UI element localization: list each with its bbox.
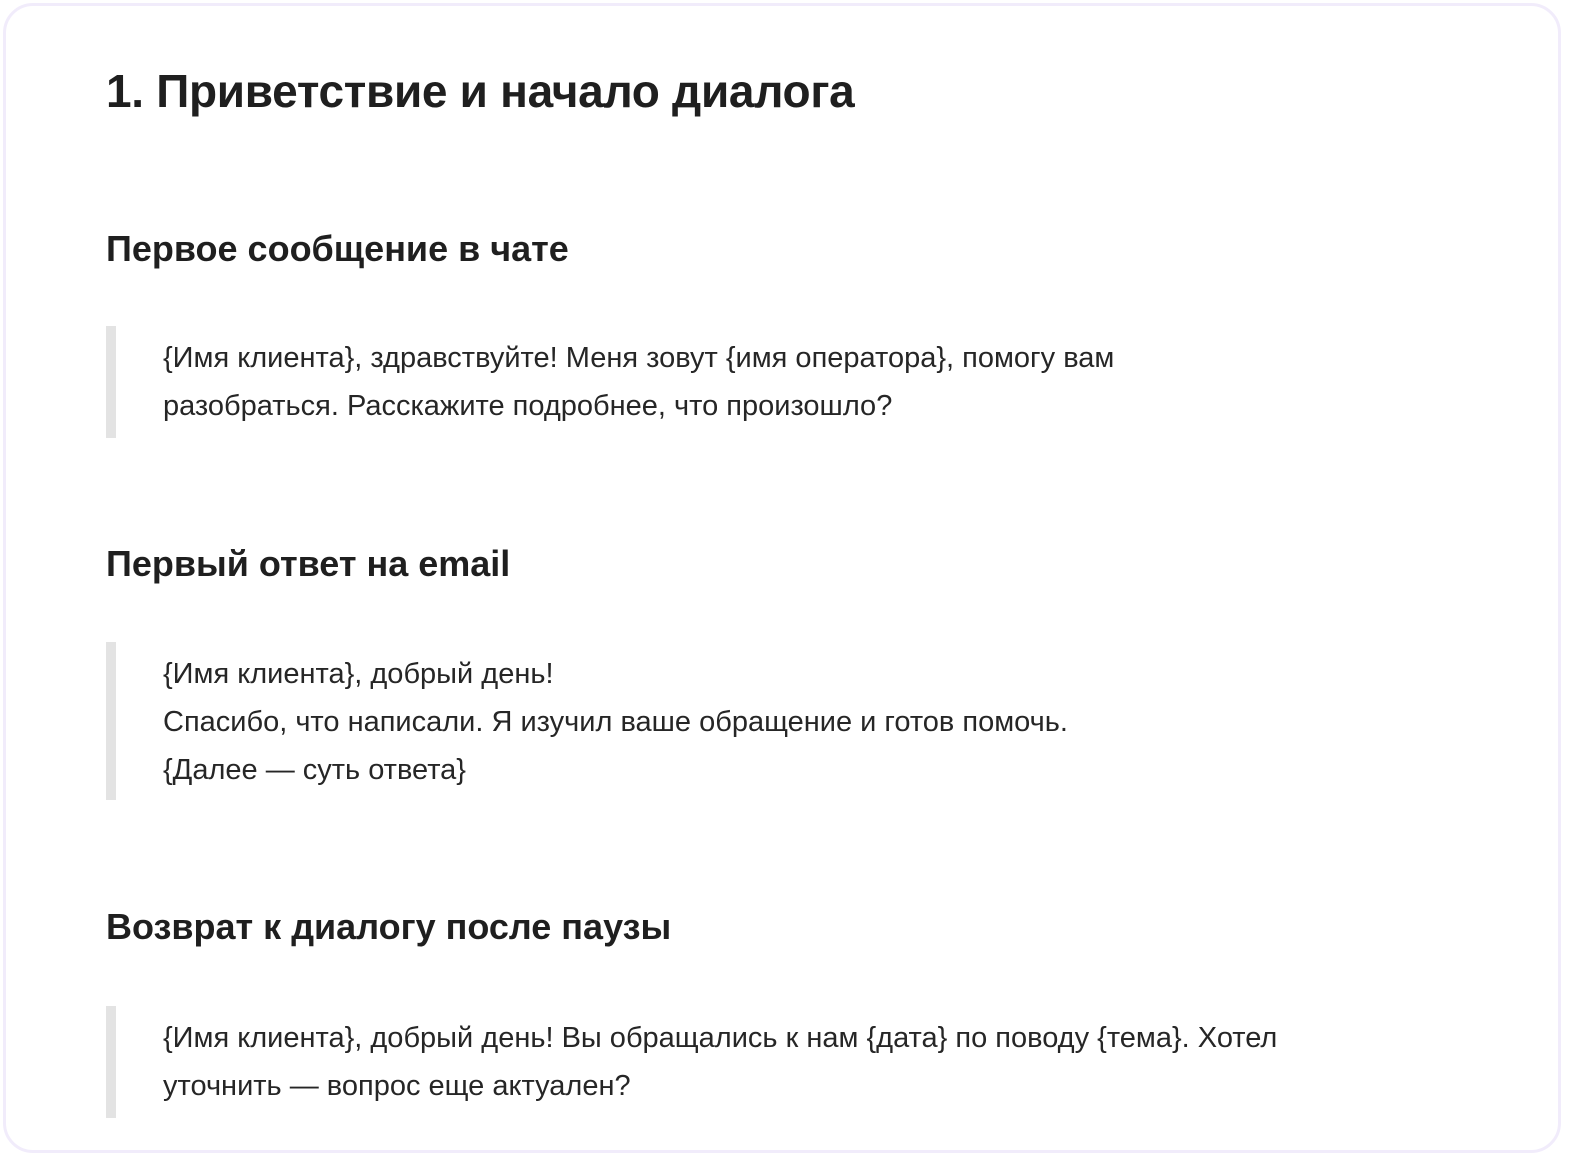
section-heading-chat: Первое сообщение в чате — [106, 228, 569, 269]
document-title: 1. Приветствие и начало диалога — [106, 65, 855, 117]
template-quote-pause — [106, 1006, 1506, 1118]
template-line: {Имя клиента}, добрый день! Вы обращались к нам {дата} по поводу {тема}. Хотел — [163, 1022, 1278, 1054]
template-quote-chat — [106, 326, 1406, 438]
template-line: уточнить — вопрос еще актуален? — [163, 1070, 631, 1102]
document-card — [3, 3, 1561, 1153]
template-line: разобраться. Расскажите подробнее, что произошло? — [163, 390, 893, 422]
section-heading-email: Первый ответ на email — [106, 543, 511, 584]
template-line: {Далее — суть ответа} — [163, 754, 466, 786]
template-line: {Имя клиента}, здравствуйте! Меня зовут {имя оператора}, помогу вам — [163, 342, 1115, 374]
section-heading-pause: Возврат к диалогу после паузы — [106, 906, 672, 947]
template-line: {Имя клиента}, добрый день! — [163, 658, 554, 690]
template-line: Спасибо, что написали. Я изучил ваше обращение и готов помочь. — [163, 706, 1068, 738]
template-quote-email — [106, 642, 1406, 800]
